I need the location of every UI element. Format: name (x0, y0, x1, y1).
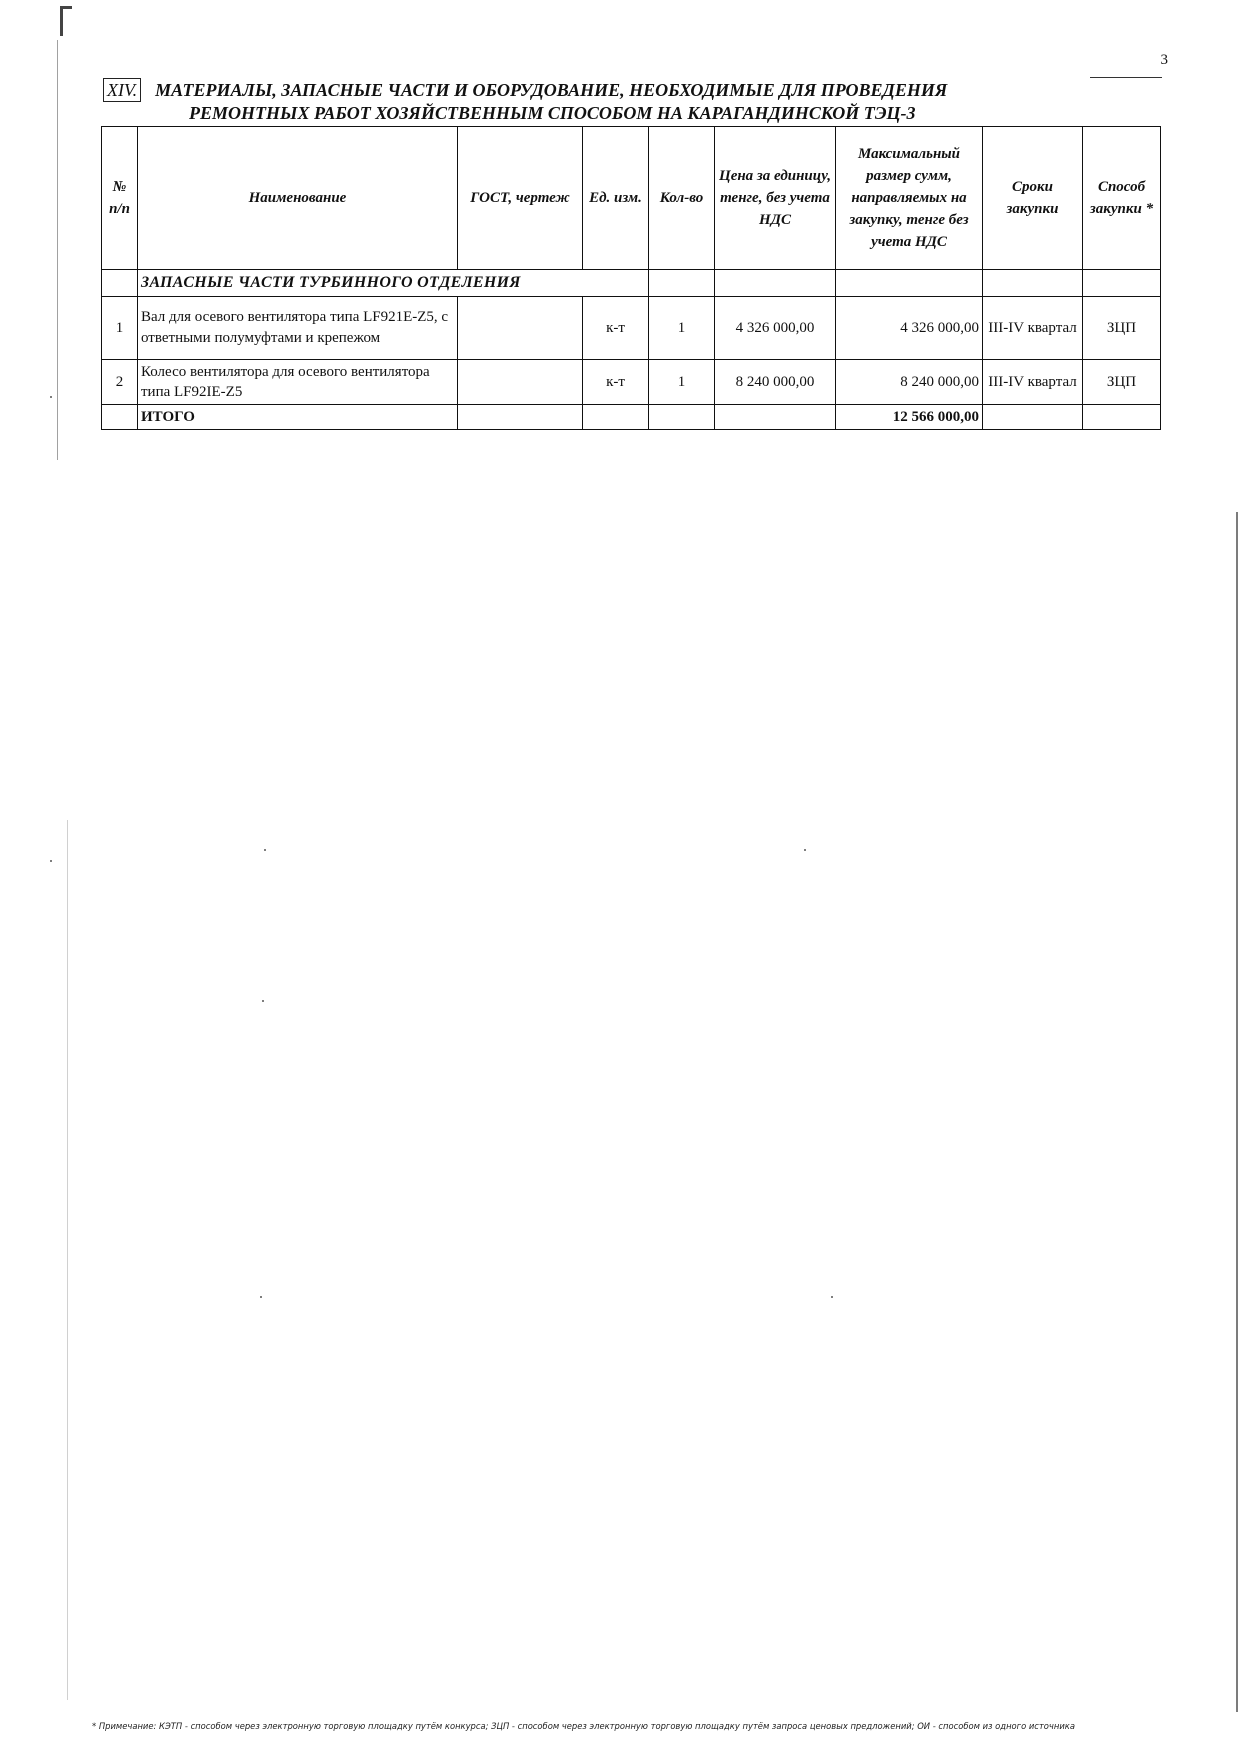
scan-speck (804, 849, 806, 851)
row-period: III-IV квартал (983, 297, 1083, 360)
total-cell-empty (102, 405, 138, 430)
row-qty: 1 (649, 360, 715, 405)
scan-corner-mark (60, 6, 63, 36)
row-gost (458, 297, 583, 360)
row-name: Вал для осевого вентилятора типа LF921E-Z5, с ответными полумуфтами и крепежом (138, 297, 458, 360)
table-section-row (102, 270, 1161, 297)
row-name: Колесо вентилятора для осевого вентилятора типа LF92IE-Z5 (138, 360, 458, 405)
table-row (102, 297, 1161, 360)
scan-speck (264, 849, 266, 851)
section-cell-empty (715, 270, 836, 297)
row-max-sum: 4 326 000,00 (836, 297, 983, 360)
row-qty: 1 (649, 297, 715, 360)
total-label: ИТОГО (138, 405, 458, 430)
footnote: * Примечание: КЭТП - способом через электронную торговую площадку путём конкурса; ЗЦП - способом через электронную торговую площадку путём запроса ценовых предложений; ОИ - способом из одного источника (92, 1721, 1075, 1731)
scan-speck (50, 860, 52, 862)
scan-speck (50, 396, 52, 398)
total-cell-empty (583, 405, 649, 430)
section-cell-empty (983, 270, 1083, 297)
header-price: Цена за единицу, тенге, без учета НДС (715, 127, 836, 270)
row-period: III-IV квартал (983, 360, 1083, 405)
row-unit: к-т (583, 360, 649, 405)
scan-edge-line (57, 40, 58, 460)
header-qty: Кол-во (649, 127, 715, 270)
total-cell-empty (649, 405, 715, 430)
header-name: Наименование (138, 127, 458, 270)
scan-speck (831, 1296, 833, 1298)
total-value: 12 566 000,00 (836, 405, 983, 430)
scan-corner-mark-top (60, 6, 72, 9)
row-unit: к-т (583, 297, 649, 360)
scan-right-edge (1236, 512, 1238, 1712)
row-method: ЗЦП (1083, 360, 1161, 405)
header-gost: ГОСТ, чертеж (458, 127, 583, 270)
scan-speck (262, 1000, 264, 1002)
row-method: ЗЦП (1083, 297, 1161, 360)
total-cell-empty (983, 405, 1083, 430)
section-cell-empty (836, 270, 983, 297)
section-cell-empty (1083, 270, 1161, 297)
header-method: Способ закупки * (1083, 127, 1161, 270)
row-price: 8 240 000,00 (715, 360, 836, 405)
header-unit: Ед. изм. (583, 127, 649, 270)
header-max-sum: Максимальный размер сумм, направляемых на закупку, тенге без учета НДС (836, 127, 983, 270)
total-row (102, 405, 1161, 430)
row-num: 2 (102, 360, 138, 405)
header-period: Сроки закупки (983, 127, 1083, 270)
section-cell-empty (102, 270, 138, 297)
scan-edge-line-lower (67, 820, 68, 1700)
section-heading: ЗАПАСНЫЕ ЧАСТИ ТУРБИННОГО ОТДЕЛЕНИЯ (138, 270, 649, 297)
row-price: 4 326 000,00 (715, 297, 836, 360)
title-line-2: РЕМОНТНЫХ РАБОТ ХОЗЯЙСТВЕННЫМ СПОСОБОМ НА КАРАГАНДИНСКОЙ ТЭЦ-3 (189, 103, 916, 123)
materials-table (101, 126, 1161, 430)
scan-speck (260, 1296, 262, 1298)
section-title (103, 78, 1163, 124)
row-num: 1 (102, 297, 138, 360)
header-num: № п/п (102, 127, 138, 270)
row-gost (458, 360, 583, 405)
table-header-row (102, 127, 1161, 270)
total-cell-empty (1083, 405, 1161, 430)
section-cell-empty (649, 270, 715, 297)
table-row (102, 360, 1161, 405)
total-cell-empty (715, 405, 836, 430)
total-cell-empty (458, 405, 583, 430)
title-line-1: МАТЕРИАЛЫ, ЗАПАСНЫЕ ЧАСТИ И ОБОРУДОВАНИЕ, НЕОБХОДИМЫЕ ДЛЯ ПРОВЕДЕНИЯ (155, 80, 948, 100)
page-number: 3 (1160, 52, 1168, 68)
row-max-sum: 8 240 000,00 (836, 360, 983, 405)
section-roman-number: XIV. (103, 78, 141, 102)
